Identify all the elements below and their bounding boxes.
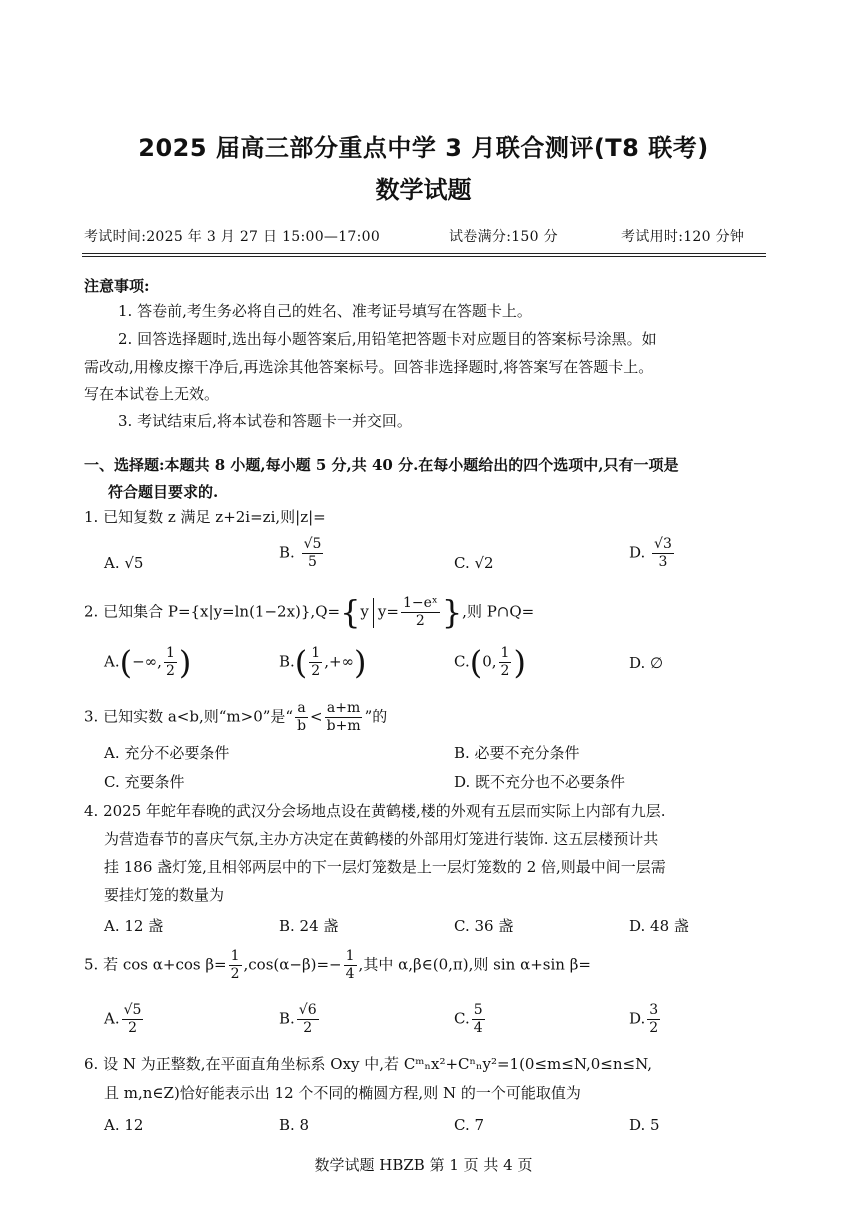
q2-set-fraction: [401, 595, 440, 630]
q5-option-b: [279, 1002, 321, 1037]
paren-close: ): [513, 643, 526, 682]
q3-option-b: B. 必要不充分条件: [454, 744, 580, 762]
denominator: 2: [128, 1020, 137, 1036]
q6-option-a: A. 12: [104, 1116, 144, 1134]
q4-option-a: A. 12 盏: [104, 917, 164, 935]
q2-option-a: [104, 645, 191, 680]
exam-time: 考试时间:2025 年 3 月 27 日 15:00—17:00: [84, 229, 381, 245]
note-1: 1. 答卷前,考生务必将自己的姓名、准考证号填写在答题卡上。: [118, 302, 532, 320]
q3-stem-end: ”的: [364, 707, 388, 726]
denominator: 3: [658, 554, 668, 570]
fraction: [164, 645, 177, 680]
numerator: 1: [165, 645, 175, 661]
paren-close: ): [178, 643, 192, 682]
q1-option-d-label: D.: [629, 543, 646, 562]
q4-option-d: D. 48 盏: [629, 917, 689, 935]
numerator: √5: [303, 536, 322, 552]
denominator: 4: [345, 966, 355, 982]
q2-stem-end: ,则 P∩Q=: [462, 602, 535, 621]
label: C.: [454, 652, 470, 671]
q2-option-c: [454, 645, 526, 680]
label: B.: [279, 1009, 295, 1028]
set-variable: y: [360, 602, 369, 621]
q6-option-b: B. 8: [279, 1116, 310, 1134]
label: D.: [629, 1009, 646, 1028]
page-footer: 数学试题 HBZB 第 1 页 共 4 页: [314, 1156, 533, 1174]
numerator: √6: [298, 1002, 317, 1018]
denominator: 2: [415, 613, 425, 629]
q1-option-d: [629, 536, 676, 571]
set-divider: [373, 598, 374, 628]
fraction: [309, 645, 322, 680]
denominator: b: [297, 718, 307, 734]
section-1-instructions-line-2: 符合题目要求的.: [108, 483, 219, 501]
q6-stem-line-1: 6. 设 N 为正整数,在平面直角坐标系 Oxy 中,若 Cᵐₙx²+Cⁿₙy²=1(0≤m≤N,0≤n≤N,: [84, 1055, 653, 1073]
numerator: 3: [649, 1002, 659, 1018]
brace-close: }: [441, 593, 463, 632]
q6-stem-line-2: 且 m,n∈Z)恰好能表示出 12 个不同的椭圆方程,则 N 的一个可能取值为: [104, 1084, 581, 1102]
numerator: a+m: [326, 700, 361, 716]
denominator: 5: [308, 554, 317, 570]
fraction: [472, 1002, 485, 1037]
q3-option-a: A. 充分不必要条件: [104, 744, 230, 762]
q2-option-d: D. ∅: [629, 654, 664, 672]
note-2-line-2: 需改动,用橡皮擦干净后,再选涂其他答案标号。回答非选择题时,将答案写在答题卡上。: [84, 358, 654, 376]
note-2-line-1: 2. 回答选择题时,选出每小题答案后,用铅笔把答题卡对应题目的答案标号涂黑。如: [118, 330, 657, 348]
q5-stem: [84, 948, 591, 983]
q4-stem-line-4: 要挂灯笼的数量为: [104, 886, 225, 904]
paren-close: ): [354, 643, 367, 682]
denominator: 2: [165, 663, 175, 679]
label: B.: [279, 652, 295, 671]
paren-open: (: [294, 643, 308, 682]
denominator: 2: [649, 1020, 659, 1036]
q1-option-d-fraction: [652, 536, 674, 571]
fraction-2: [344, 948, 357, 983]
q3-stem-text: 3. 已知实数 a<b,则“m>0”是“: [84, 707, 294, 726]
fraction: [499, 645, 512, 680]
q4-option-c: C. 36 盏: [454, 917, 514, 935]
numerator: 1: [230, 948, 240, 964]
q6-option-c: C. 7: [454, 1116, 485, 1134]
q5-stem-end: ,其中 α,β∈(0,π),则 sin α+sin β=: [358, 955, 591, 974]
denominator: 2: [500, 663, 510, 679]
q2-stem-text: 2. 已知集合 P={x|y=ln(1−2x)},Q=: [84, 602, 341, 621]
exam-duration: 考试用时:120 分钟: [621, 229, 745, 245]
right-bound: ,+∞: [324, 652, 355, 671]
set-condition: y=: [377, 602, 399, 621]
denominator: 2: [230, 966, 240, 982]
numerator: √5: [123, 1002, 142, 1018]
denominator: 4: [473, 1020, 483, 1036]
q5-stem-mid: ,cos(α−β)=−: [243, 955, 342, 974]
numerator: 1−eˣ: [402, 595, 438, 611]
q5-option-c: [454, 1002, 487, 1037]
note-3: 3. 考试结束后,将本试卷和答题卡一并交回。: [118, 412, 412, 430]
numerator: a: [297, 700, 306, 716]
fraction: [122, 1002, 144, 1037]
notes-heading: 注意事项:: [84, 277, 150, 295]
q1-option-b: [279, 536, 325, 571]
left-bound: 0,: [482, 652, 497, 671]
numerator: √3: [654, 536, 672, 552]
exam-title: 2025 届高三部分重点中学 3 月联合测评(T8 联考): [138, 134, 709, 162]
q5-option-a: [104, 1002, 145, 1037]
q3-option-c: C. 充要条件: [104, 773, 185, 791]
fraction-am-over-bm: [325, 700, 363, 735]
note-2-line-3: 写在本试卷上无效。: [84, 385, 220, 403]
label: A.: [104, 652, 120, 671]
paren-open: (: [119, 643, 133, 682]
fraction: [647, 1002, 660, 1037]
fraction-1: [229, 948, 242, 983]
q5-option-d: [629, 1002, 662, 1037]
denominator: b+m: [326, 718, 361, 734]
q2-option-b: [279, 645, 367, 680]
q2-stem: [84, 595, 534, 630]
q4-stem-line-2: 为营造春节的喜庆气氛,主办方决定在黄鹤楼的外部用灯笼进行装饰. 这五层楼预计共: [104, 830, 659, 848]
numerator: 1: [500, 645, 510, 661]
label: A.: [104, 1009, 120, 1028]
numerator: 1: [311, 645, 321, 661]
q3-option-d: D. 既不充分也不必要条件: [454, 773, 626, 791]
fraction: [297, 1002, 319, 1037]
denominator: 2: [303, 1020, 313, 1036]
subject-title: 数学试题: [375, 176, 472, 204]
divider-bottom: [82, 256, 766, 257]
q4-option-b: B. 24 盏: [279, 917, 339, 935]
q1-stem: 1. 已知复数 z 满足 z+2i=zi,则|z|=: [84, 508, 326, 526]
q4-stem-line-3: 挂 186 盏灯笼,且相邻两层中的下一层灯笼数是上一层灯笼数的 2 倍,则最中间一层需: [104, 858, 666, 876]
fraction-a-over-b: [295, 700, 308, 735]
q3-stem: [84, 700, 387, 735]
section-1-instructions-line-1: 一、选择题:本题共 8 小题,每小题 5 分,共 40 分.在每小题给出的四个选项中,只有一项是: [84, 456, 679, 474]
q6-option-d: D. 5: [629, 1116, 660, 1134]
numerator: 5: [473, 1002, 483, 1018]
full-score: 试卷满分:150 分: [449, 229, 558, 245]
denominator: 2: [311, 663, 321, 679]
q1-option-b-fraction: [302, 536, 324, 571]
less-than: <: [310, 707, 323, 726]
numerator: 1: [345, 948, 355, 964]
q1-option-c: C. √2: [454, 554, 494, 572]
brace-open: {: [340, 593, 361, 632]
label: C.: [454, 1009, 470, 1028]
divider-top: [82, 253, 766, 254]
q1-option-b-label: B.: [279, 543, 295, 562]
left-bound: −∞,: [132, 652, 162, 671]
q1-option-a: A. √5: [104, 554, 144, 572]
paren-open: (: [469, 643, 483, 682]
q5-stem-text: 5. 若 cos α+cos β=: [84, 955, 227, 974]
q4-stem-line-1: 4. 2025 年蛇年春晚的武汉分会场地点设在黄鹤楼,楼的外观有五层而实际上内部有九层.: [84, 802, 666, 820]
